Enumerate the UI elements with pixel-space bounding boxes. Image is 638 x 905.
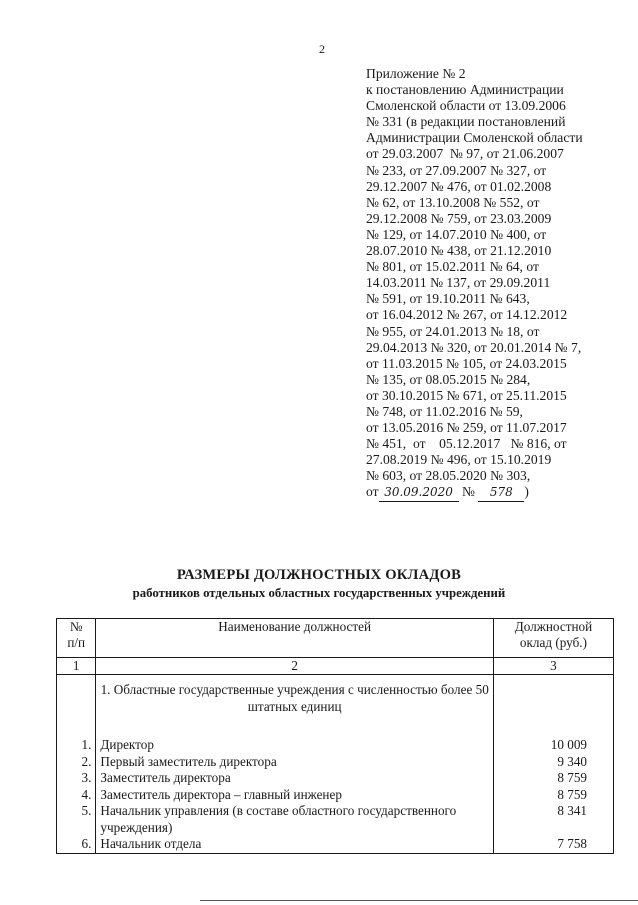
appendix-line: от 30.10.2015 № 671, от 25.11.2015 — [366, 387, 567, 403]
appendix-line: Смоленской области от 13.09.2006 — [366, 98, 566, 114]
section-row — [57, 675, 614, 738]
appendix-line: № 135, от 08.05.2015 № 284, — [366, 371, 531, 387]
salary-table — [56, 618, 614, 854]
document-subtitle: работников отдельных областных государственных учреждений — [132, 586, 506, 600]
appendix-line: 14.03.2011 № 137, от 29.09.2011 — [366, 275, 551, 291]
header-salary: Должностной оклад (руб.) — [493, 619, 613, 658]
column-numbers-row — [57, 658, 614, 675]
row-number: 5. — [57, 803, 96, 836]
col-number: 1 — [57, 658, 96, 675]
handwritten-date: 30.09.2020 — [379, 484, 459, 501]
header-name: Наименование должностей — [96, 619, 494, 658]
table-row — [57, 836, 614, 853]
appendix-line: Приложение № 2 — [366, 66, 466, 81]
salary-value: 9 340 — [493, 754, 613, 771]
handwritten-number: 578 — [478, 484, 524, 501]
row-number: 2. — [57, 754, 96, 771]
appendix-line: № 603, от 28.05.2020 № 303, — [366, 468, 531, 484]
appendix-line: № 955, от 24.01.2013 № 18, от — [366, 323, 540, 339]
appendix-amendment-line — [366, 484, 634, 501]
appendix-line: от 16.04.2012 № 267, от 14.12.2012 — [366, 307, 568, 323]
appendix-line: № 62, от 13.10.2008 № 552, от — [366, 194, 540, 210]
position-name: Первый заместитель директора — [96, 754, 494, 771]
row-number: 4. — [57, 787, 96, 804]
appendix-line: к постановлению Администрации — [366, 82, 564, 98]
salary-value: 8 759 — [493, 787, 613, 804]
section-title: 1. Областные государственные учреждения с численностью более 50 штатных единиц — [96, 675, 494, 738]
closing-paren: ) — [524, 484, 529, 500]
position-name: Директор — [96, 737, 494, 754]
document-title: РАЗМЕРЫ ДОЛЖНОСТНЫХ ОКЛАДОВ — [176, 567, 462, 583]
section-salary-cell — [493, 675, 613, 738]
row-number: 1. — [57, 737, 96, 754]
table-row — [57, 770, 614, 787]
appendix-line: № 233, от 27.09.2007 № 327, от — [366, 162, 547, 178]
position-name: Заместитель директора – главный инженер — [96, 787, 494, 804]
appendix-line: 28.07.2010 № 438, от 21.12.2010 — [366, 243, 552, 259]
appendix-line: 29.12.2007 № 476, от 01.02.2008 — [366, 178, 552, 194]
table-row — [57, 754, 614, 771]
row-number: 6. — [57, 836, 96, 853]
appendix-block — [366, 66, 634, 502]
section-num-cell — [57, 675, 96, 738]
appendix-line: № 801, от 15.02.2011 № 64, от — [366, 259, 539, 275]
position-name: Начальник отдела — [96, 836, 494, 853]
col-number: 3 — [493, 658, 613, 675]
salary-value: 8 759 — [493, 770, 613, 787]
salary-value: 10 009 — [493, 737, 613, 754]
appendix-line: № 331 (в редакции постановлений — [366, 114, 566, 130]
amendment-prefix: от — [366, 484, 379, 500]
salary-value: 7 758 — [493, 836, 613, 853]
page-number: 2 — [319, 42, 325, 56]
salary-value: 8 341 — [493, 803, 613, 836]
appendix-line: № 748, от 11.02.2016 № 59, — [366, 403, 523, 419]
row-number: 3. — [57, 770, 96, 787]
col-number: 2 — [96, 658, 494, 675]
footer-divider — [200, 900, 638, 901]
table-row — [57, 737, 614, 754]
appendix-line: Администрации Смоленской области — [366, 130, 583, 146]
appendix-line: 29.04.2013 № 320, от 20.01.2014 № 7, — [366, 339, 582, 355]
appendix-line: 27.08.2019 № 496, от 15.10.2019 — [366, 452, 552, 468]
appendix-line: № 451, от 05.12.2017 № 816, от — [366, 436, 567, 452]
appendix-line: от 11.03.2015 № 105, от 24.03.2015 — [366, 355, 567, 371]
table-header-row — [57, 619, 614, 658]
appendix-line: 29.12.2008 № 759, от 23.03.2009 — [366, 210, 552, 226]
table-row — [57, 803, 614, 836]
appendix-line: № 591, от 19.10.2011 № 643, — [366, 291, 530, 307]
appendix-line: от 13.05.2016 № 259, от 11.07.2017 — [366, 420, 567, 436]
header-num: № п/п — [57, 619, 96, 658]
position-name: Начальник управления (в составе областного государственного учреждения) — [96, 803, 494, 836]
position-name: Заместитель директора — [96, 770, 494, 787]
appendix-line: № 129, от 14.07.2010 № 400, от — [366, 226, 547, 242]
appendix-line: от 29.03.2007 № 97, от 21.06.2007 — [366, 146, 564, 162]
number-sign: № — [461, 484, 475, 500]
table-row — [57, 787, 614, 804]
